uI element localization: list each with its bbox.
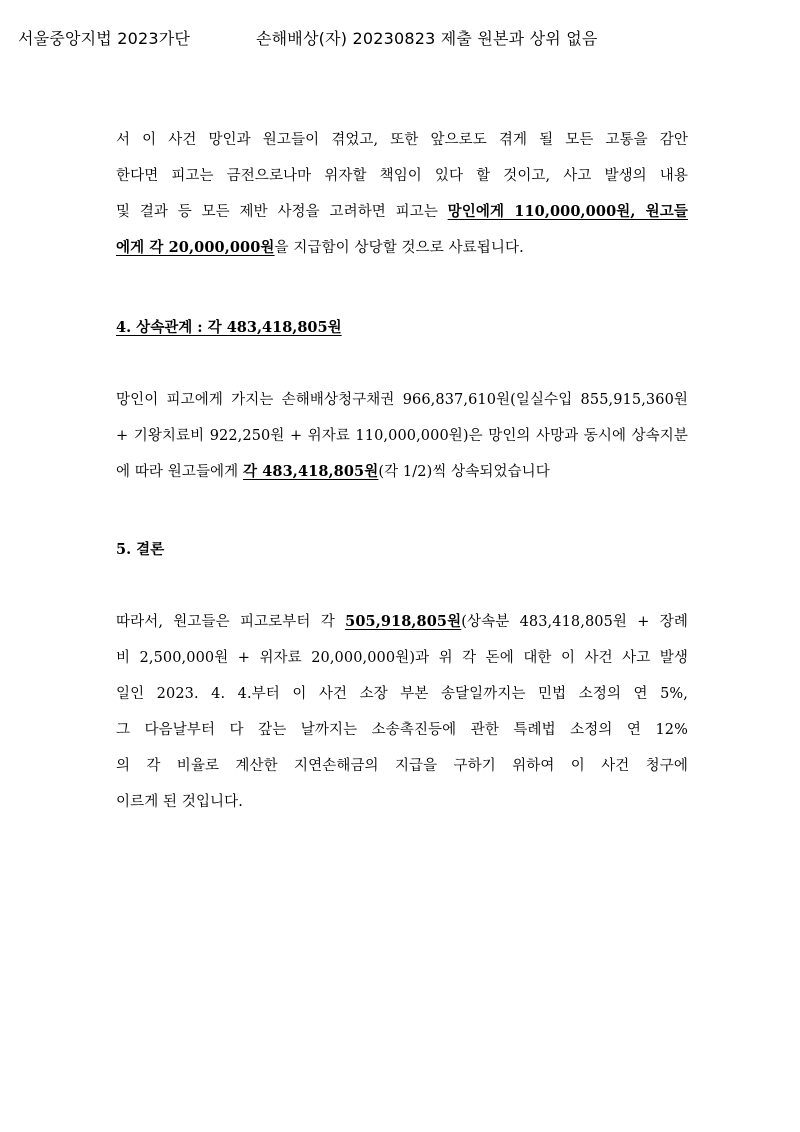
section-heading-conclusion: 5. 결론 bbox=[116, 541, 165, 558]
paragraph-line: 비 2,500,000원 + 위자료 20,000,000원)과 위 각 돈에 대한 이 사건 사고 발생 bbox=[116, 650, 688, 666]
paragraph-line bbox=[116, 230, 688, 266]
paragraph-line: 의 각 비율로 계산한 지연손해금의 지급을 구하기 위하여 이 사건 청구에 bbox=[116, 758, 688, 774]
emphasized-amount: 505,918,805원 bbox=[345, 613, 462, 630]
inheritance-paragraph bbox=[116, 382, 688, 490]
page-header bbox=[18, 26, 782, 54]
paragraph-line: 일인 2023. 4. 4.부터 이 사건 소장 부본 송달일까지는 민법 소정의 연 5%, bbox=[116, 686, 688, 702]
paragraph-line: 서 이 사건 망인과 원고들이 겪었고, 또한 앞으로도 겪게 될 모든 고통을 감안 bbox=[116, 132, 688, 148]
paragraph-line: 이르게 된 것입니다. bbox=[116, 794, 243, 810]
paragraph-line bbox=[116, 604, 688, 640]
paragraph-line: + 기왕치료비 922,250원 + 위자료 110,000,000원)은 망인의 사망과 동시에 상속지분 bbox=[116, 428, 688, 444]
section-heading-inheritance: 4. 상속관계 : 각 483,418,805원 bbox=[116, 319, 342, 336]
text-segment: (각 1/2)씩 상속되었습니다 bbox=[378, 464, 550, 480]
emphasized-amount: 망인에게 110,000,000원, 원고들 bbox=[447, 203, 688, 220]
text-segment: 따라서, 원고들은 피고로부터 각 bbox=[116, 614, 346, 630]
text-segment: (상속분 483,418,805원 + 장례 bbox=[461, 614, 688, 630]
paragraph-line: 그 다음날부터 다 갚는 날까지는 소송촉진등에 관한 특례법 소정의 연 12% bbox=[116, 722, 688, 738]
document-title: 손해배상(자) 20230823 제출 원본과 상위 없음 bbox=[256, 29, 598, 48]
conclusion-paragraph bbox=[116, 604, 688, 820]
text-segment: 및 결과 등 모든 제반 사정을 고려하면 피고는 bbox=[116, 204, 448, 220]
paragraph-line: 망인이 피고에게 가지는 손해배상청구채권 966,837,610원(일실수입 855,915,360원 bbox=[116, 392, 688, 408]
text-segment: 을 지급함이 상당할 것으로 사료됩니다. bbox=[274, 240, 524, 256]
emphasized-amount: 에게 각 20,000,000원 bbox=[116, 239, 275, 256]
court-case-label: 서울중앙지법 2023가단 bbox=[18, 29, 191, 48]
text-segment: 에 따라 원고들에게 bbox=[116, 464, 243, 480]
paragraph-line bbox=[116, 454, 688, 490]
paragraph-line: 한다면 피고는 금전으로나마 위자할 책임이 있다 할 것이고, 사고 발생의 내용 bbox=[116, 168, 688, 184]
paragraph-line bbox=[116, 194, 688, 230]
damages-paragraph bbox=[116, 122, 688, 266]
emphasized-amount: 각 483,418,805원 bbox=[242, 463, 379, 480]
